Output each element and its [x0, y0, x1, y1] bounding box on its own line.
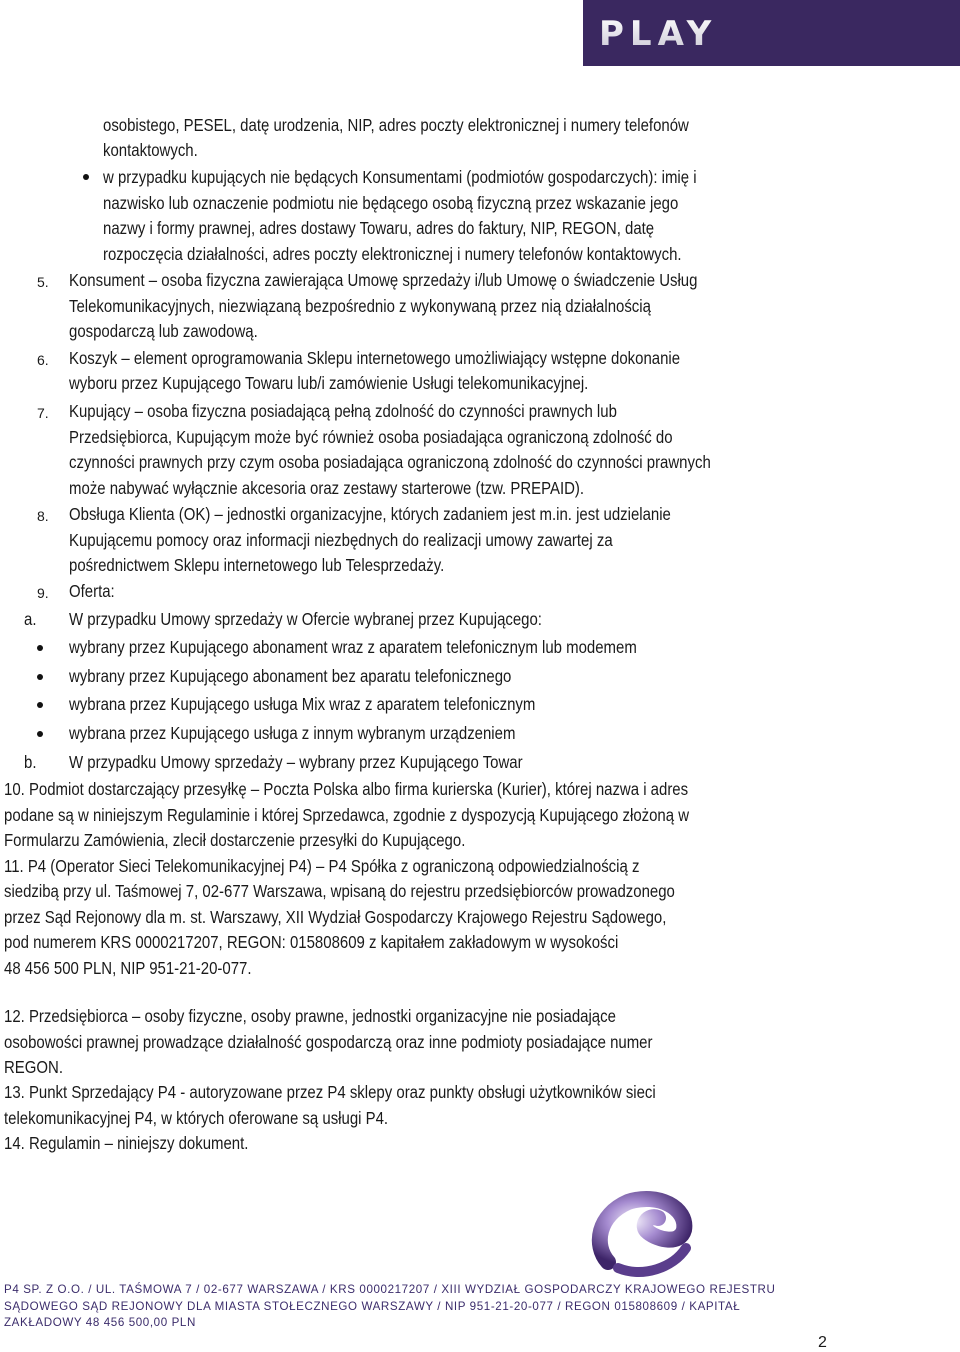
text-line: 48 456 500 PLN, NIP 951-21-20-077. — [4, 958, 252, 978]
text-line: Przedsiębiorca, Kupującym może być również osoba posiadająca ograniczoną zdolność do — [69, 427, 673, 447]
bullet-icon — [83, 174, 89, 180]
text-line: REGON. — [4, 1057, 64, 1077]
text-line: pośrednictwem Sklepu internetowego lub Telesprzedaży. — [69, 555, 445, 575]
footer-line: P4 SP. Z O.O. / UL. TAŚMOWA 7 / 02-677 WARSZAWA / KRS 0000217207 / XIII WYDZIAŁ GOSPODARCZY KRAJOWEGO REJESTRU — [4, 1283, 776, 1296]
text-line: wybrana przez Kupującego usługa Mix wraz z aparatem telefonicznym — [69, 694, 536, 714]
list-number: 7. — [37, 405, 49, 421]
text-line: może nabywać wyłącznie akcesoria oraz zestawy starterowe (tzw. PREPAID). — [69, 478, 585, 498]
text-line: podane są w niniejszym Regulaminie i której Sprzedawca, zgodnie z dyspozycją Kupującego złożoną w — [4, 805, 690, 825]
text-line: W przypadku Umowy sprzedaży – wybrany przez Kupującego Towar — [69, 752, 523, 772]
page-number: 2 — [818, 1334, 827, 1351]
text-line: W przypadku Umowy sprzedaży w Ofercie wybranej przez Kupującego: — [69, 609, 542, 629]
text-line: osobowości prawnej prowadzące działalność gospodarczą oraz inne podmioty posiadające numer — [4, 1032, 653, 1052]
text-line: Formularzu Zamówienia, zlecił dostarczenie przesyłki do Kupującego. — [4, 830, 466, 850]
list-number: 5. — [37, 274, 49, 290]
list-number: 9. — [37, 585, 49, 601]
text-line: siedzibą przy ul. Taśmowej 7, 02-677 Warszawa, wpisaną do rejestru przedsiębiorców prowadzonego — [4, 881, 675, 901]
list-letter: b. — [24, 752, 37, 772]
footer-line: ZAKŁADOWY 48 456 500,00 PLN — [4, 1316, 196, 1329]
text-line: Oferta: — [69, 581, 115, 601]
text-line: wybrany przez Kupującego abonament bez aparatu telefonicznego — [69, 666, 512, 686]
text-line: Obsługa Klienta (OK) – jednostki organizacyjne, których zadaniem jest m.in. jest udzielanie — [69, 504, 671, 524]
text-line: 13. Punkt Sprzedający P4 - autoryzowane przez P4 sklepy oraz punkty obsługi użytkowników sieci — [4, 1082, 656, 1102]
text-line: wybrany przez Kupującego abonament wraz z aparatem telefonicznym lub modemem — [69, 637, 637, 657]
text-line: gospodarczą lub zawodową. — [69, 321, 258, 341]
text-line: wyboru przez Kupującego Towaru lub/i zamówienie Usługi telekomunikacyjnej. — [69, 373, 589, 393]
text-line: nazwisko lub oznaczenie podmiotu nie będącego osobą fizyczną przez wskazanie jego — [103, 193, 679, 213]
play-orb-icon — [588, 1190, 698, 1280]
text-line: Kupującemu pomocy oraz informacji niezbędnych do realizacji umowy zawartej za — [69, 530, 613, 550]
text-line: pod numerem KRS 0000217207, REGON: 015808609 z kapitałem zakładowym w wysokości — [4, 932, 619, 952]
text-line: czynności prawnych przy czym osoba posiadająca ograniczoną zdolność do czynności prawnych — [69, 452, 711, 472]
text-line: 12. Przedsiębiorca – osoby fizyczne, osoby prawne, jednostki organizacyjne nie posiadające — [4, 1006, 616, 1026]
play-logo-wordmark — [597, 11, 767, 53]
text-line: wybrana przez Kupującego usługa z innym wybranym urządzeniem — [69, 723, 516, 743]
text-line: nazwy i formy prawnej, adres dostawy Towaru, adres do faktury, NIP, REGON, datę — [103, 218, 655, 238]
text-line: 11. P4 (Operator Sieci Telekomunikacyjnej P4) – P4 Spółka z ograniczoną odpowiedzialnością z — [4, 856, 640, 876]
list-number: 8. — [37, 508, 49, 524]
play-logo — [583, 0, 960, 66]
bullet-icon — [37, 645, 43, 651]
text-line: Kupujący – osoba fizyczna posiadającą pełną zdolność do czynności prawnych lub — [69, 401, 617, 421]
svg-text:PLAY: PLAY — [599, 14, 718, 53]
bullet-icon — [37, 674, 43, 680]
list-letter: a. — [24, 609, 37, 629]
text-line: osobistego, PESEL, datę urodzenia, NIP, adres poczty elektronicznej i numery telefonów — [103, 115, 689, 135]
text-line: w przypadku kupujących nie będących Konsumentami (podmiotów gospodarczych): imię i — [103, 167, 697, 187]
text-line: Konsument – osoba fizyczna zawierająca Umowę sprzedaży i/lub Umowę o świadczenie Usług — [69, 270, 698, 290]
text-line: przez Sąd Rejonowy dla m. st. Warszawy, XII Wydział Gospodarczy Krajowego Rejestru Sądowego, — [4, 907, 667, 927]
list-number: 6. — [37, 352, 49, 368]
footer-line: SĄDOWEGO SĄD REJONOWY DLA MIASTA STOŁECZNEGO WARSZAWY / NIP 951-21-20-077 / REGON 015808609 / KAPITAŁ — [4, 1300, 741, 1313]
text-line: Telekomunikacyjnych, niezwiązaną bezpośrednio z wykonywaną przez nią działalnością — [69, 296, 651, 316]
text-line: rozpoczęcia działalności, adres poczty elektronicznej i numery telefonów kontaktowych. — [103, 244, 682, 264]
text-line: telekomunikacyjnej P4, w których oferowane są usługi P4. — [4, 1108, 389, 1128]
text-line: 14. Regulamin – niniejszy dokument. — [4, 1133, 249, 1153]
bullet-icon — [37, 731, 43, 737]
text-line: kontaktowych. — [103, 140, 198, 160]
bullet-icon — [37, 702, 43, 708]
text-line: 10. Podmiot dostarczający przesyłkę – Poczta Polska albo firma kurierska (Kurier), której nazwa i adres — [4, 779, 689, 799]
text-line: Koszyk – element oprogramowania Sklepu internetowego umożliwiający wstępne dokonanie — [69, 348, 681, 368]
